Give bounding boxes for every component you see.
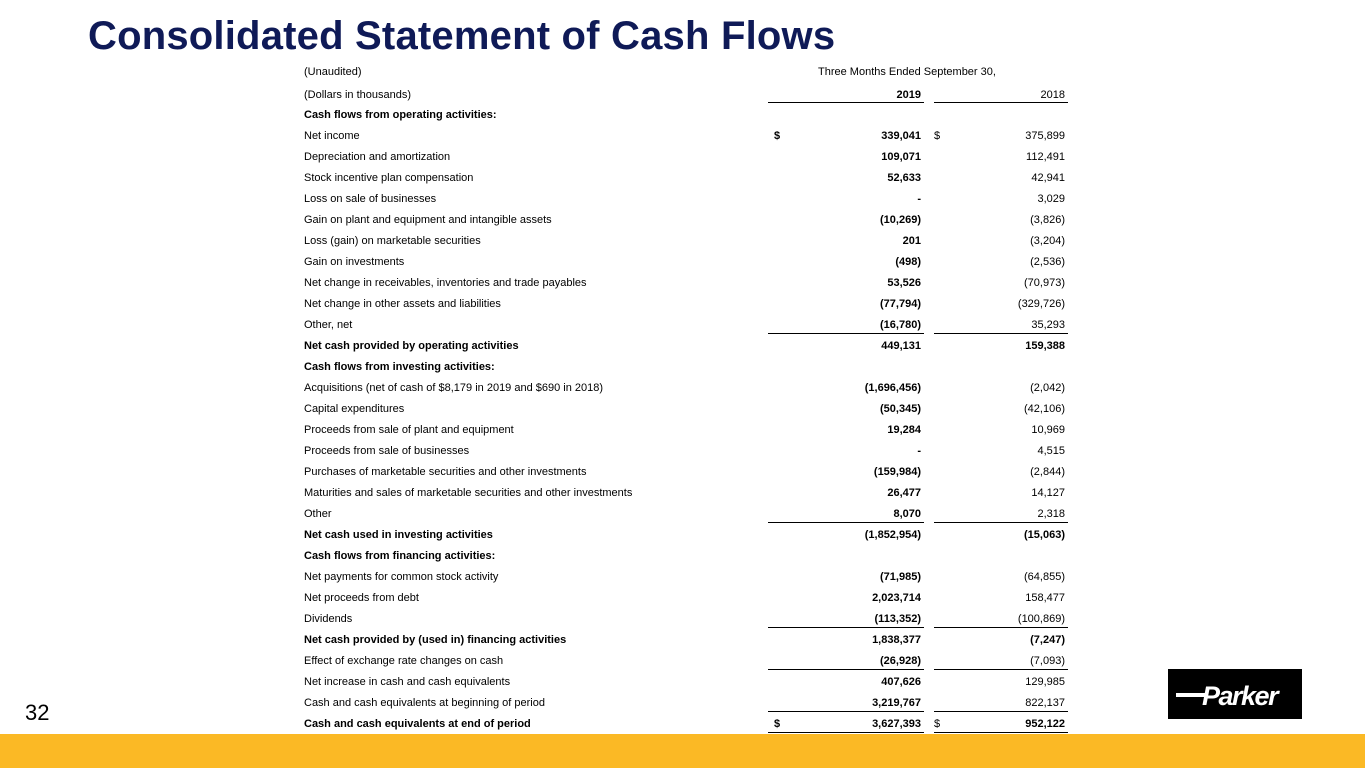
value-2019: 109,071: [881, 151, 921, 163]
row-label: Other: [304, 508, 332, 520]
value-2019: 26,477: [887, 487, 921, 499]
value-2018: 822,137: [1025, 697, 1065, 709]
value-2019: 449,131: [881, 340, 921, 352]
total-row: [304, 628, 1068, 649]
value-2019: (159,984): [873, 466, 921, 478]
table-row: [304, 292, 1068, 313]
table-row: [304, 166, 1068, 187]
row-label: Cash and cash equivalents at beginning of period: [304, 697, 545, 709]
value-2018: 159,388: [1025, 340, 1065, 352]
value-2018: 35,293: [1031, 319, 1065, 331]
value-2019: (1,696,456): [864, 382, 921, 394]
row-label: Loss on sale of businesses: [304, 193, 437, 205]
value-2018: (2,042): [1030, 382, 1065, 394]
value-2019: (26,928): [880, 655, 921, 667]
total-row: [304, 334, 1068, 355]
value-2019: (50,345): [880, 403, 921, 415]
section-header: [304, 103, 1068, 124]
row-label: Net income: [304, 130, 360, 142]
table-row: [304, 271, 1068, 292]
value-2019: 1,838,377: [872, 634, 921, 646]
value-2018: (100,869): [1017, 613, 1065, 625]
value-2019: 201: [902, 235, 921, 247]
subtotal-underline-2019: [768, 732, 924, 733]
row-label: Net increase in cash and cash equivalents: [304, 676, 511, 688]
value-2019: (71,985): [880, 571, 921, 583]
value-2018: (15,063): [1024, 529, 1065, 541]
logo-text: Parker: [1202, 681, 1278, 711]
header-row-years: [304, 83, 1068, 103]
table-row: [304, 208, 1068, 229]
table-row: [304, 502, 1068, 523]
row-label: Gain on plant and equipment and intangible assets: [304, 214, 552, 226]
value-2018: 129,985: [1025, 676, 1065, 688]
value-2019: 3,627,393: [872, 718, 921, 730]
table-row: [304, 481, 1068, 502]
parker-logo: [1168, 669, 1302, 719]
total-row: [304, 523, 1068, 544]
currency-symbol-2018: $: [934, 718, 941, 730]
value-2018: 375,899: [1025, 130, 1065, 142]
value-2019: 407,626: [881, 676, 921, 688]
header-row-period: [304, 62, 1068, 83]
value-2018: 10,969: [1031, 424, 1065, 436]
table-row: [304, 313, 1068, 334]
value-2018: (64,855): [1024, 571, 1065, 583]
subtotal-underline-2018: [934, 732, 1068, 733]
row-label: Capital expenditures: [304, 403, 405, 415]
row-label: Cash flows from operating activities:: [304, 109, 497, 121]
value-2018: 2,318: [1037, 508, 1065, 520]
value-2019: (10,269): [880, 214, 921, 226]
value-2019: -: [917, 193, 921, 205]
table-row: [304, 145, 1068, 166]
row-label: Loss (gain) on marketable securities: [304, 235, 481, 247]
table-row: [304, 586, 1068, 607]
row-label: Proceeds from sale of plant and equipment: [304, 424, 514, 436]
table-row: [304, 397, 1068, 418]
currency-symbol-2019: $: [774, 718, 781, 730]
row-label: Net cash used in investing activities: [304, 529, 493, 541]
value-2019: (498): [895, 256, 921, 268]
value-2018: 4,515: [1037, 445, 1065, 457]
row-label: Depreciation and amortization: [304, 151, 451, 163]
value-2018: 952,122: [1025, 718, 1065, 730]
value-2018: 14,127: [1031, 487, 1065, 499]
row-label: Cash flows from financing activities:: [304, 550, 496, 562]
row-label: Acquisitions (net of cash of $8,179 in 2019 and $690 in 2018): [304, 382, 604, 394]
currency-symbol-2018: $: [934, 130, 941, 142]
table-row: [304, 418, 1068, 439]
table-row: [304, 124, 1068, 145]
row-label: Purchases of marketable securities and other investments: [304, 466, 587, 478]
row-label: Gain on investments: [304, 256, 405, 268]
table-row: [304, 439, 1068, 460]
footer-bar: [0, 734, 1365, 768]
value-2018: (3,204): [1030, 235, 1065, 247]
parker-logo-mark: [1168, 669, 1302, 719]
value-2019: 19,284: [887, 424, 921, 436]
row-label: Net cash provided by operating activities: [304, 340, 519, 352]
table-row: [304, 691, 1068, 712]
value-2018: (7,247): [1030, 634, 1065, 646]
table-row: [304, 670, 1068, 691]
value-2018: (70,973): [1024, 277, 1065, 289]
section-header: [304, 355, 1068, 376]
value-2018: (3,826): [1030, 214, 1065, 226]
page-number: 32: [25, 700, 50, 725]
row-label: Other, net: [304, 319, 353, 331]
table-row: [304, 460, 1068, 481]
value-2019: 339,041: [881, 130, 921, 142]
total-row: [304, 712, 1068, 733]
year-2019-header: 2019: [896, 89, 921, 101]
row-label: Effect of exchange rate changes on cash: [304, 655, 504, 667]
value-2019: 52,633: [887, 172, 921, 184]
value-2019: (113,352): [874, 613, 921, 625]
value-2019: (16,780): [880, 319, 921, 331]
value-2019: (77,794): [880, 298, 921, 310]
year-2018-header: 2018: [1040, 89, 1065, 101]
value-2018: (2,536): [1030, 256, 1065, 268]
value-2018: 158,477: [1025, 592, 1065, 604]
units-label: (Dollars in thousands): [304, 89, 411, 101]
table-row: [304, 229, 1068, 250]
table-row: [304, 607, 1068, 628]
table-row: [304, 649, 1068, 670]
value-2018: 112,491: [1026, 151, 1065, 163]
page-title: Consolidated Statement of Cash Flows: [88, 14, 836, 58]
row-label: Net change in other assets and liabilities: [304, 298, 501, 310]
row-label: Proceeds from sale of businesses: [304, 445, 470, 457]
value-2019: 53,526: [887, 277, 921, 289]
cash-flow-statement: [304, 62, 1068, 733]
currency-symbol-2019: $: [774, 130, 781, 142]
value-2018: 3,029: [1037, 193, 1065, 205]
value-2019: (1,852,954): [864, 529, 921, 541]
value-2018: (329,726): [1017, 298, 1065, 310]
value-2018: (2,844): [1030, 466, 1065, 478]
row-label: Dividends: [304, 613, 353, 625]
table-row: [304, 250, 1068, 271]
value-2019: 8,070: [893, 508, 921, 520]
unaudited-label: (Unaudited): [304, 66, 362, 78]
value-2018: (42,106): [1024, 403, 1065, 415]
value-2019: 2,023,714: [872, 592, 921, 604]
table-row: [304, 565, 1068, 586]
row-label: Cash and cash equivalents at end of period: [304, 718, 531, 730]
row-label: Maturities and sales of marketable securities and other investments: [304, 487, 633, 499]
table-row: [304, 187, 1068, 208]
row-label: Net cash provided by (used in) financing activities: [304, 634, 567, 646]
row-label: Net change in receivables, inventories and trade payables: [304, 277, 587, 289]
section-header: [304, 544, 1068, 565]
row-label: Net payments for common stock activity: [304, 571, 499, 583]
value-2019: -: [917, 445, 921, 457]
statement-rows: [304, 103, 1068, 733]
value-2018: (7,093): [1030, 655, 1065, 667]
table-row: [304, 376, 1068, 397]
row-label: Net proceeds from debt: [304, 592, 419, 604]
row-label: Stock incentive plan compensation: [304, 172, 474, 184]
row-label: Cash flows from investing activities:: [304, 361, 495, 373]
value-2018: 42,941: [1031, 172, 1065, 184]
period-label: Three Months Ended September 30,: [818, 66, 996, 78]
value-2019: 3,219,767: [872, 697, 921, 709]
